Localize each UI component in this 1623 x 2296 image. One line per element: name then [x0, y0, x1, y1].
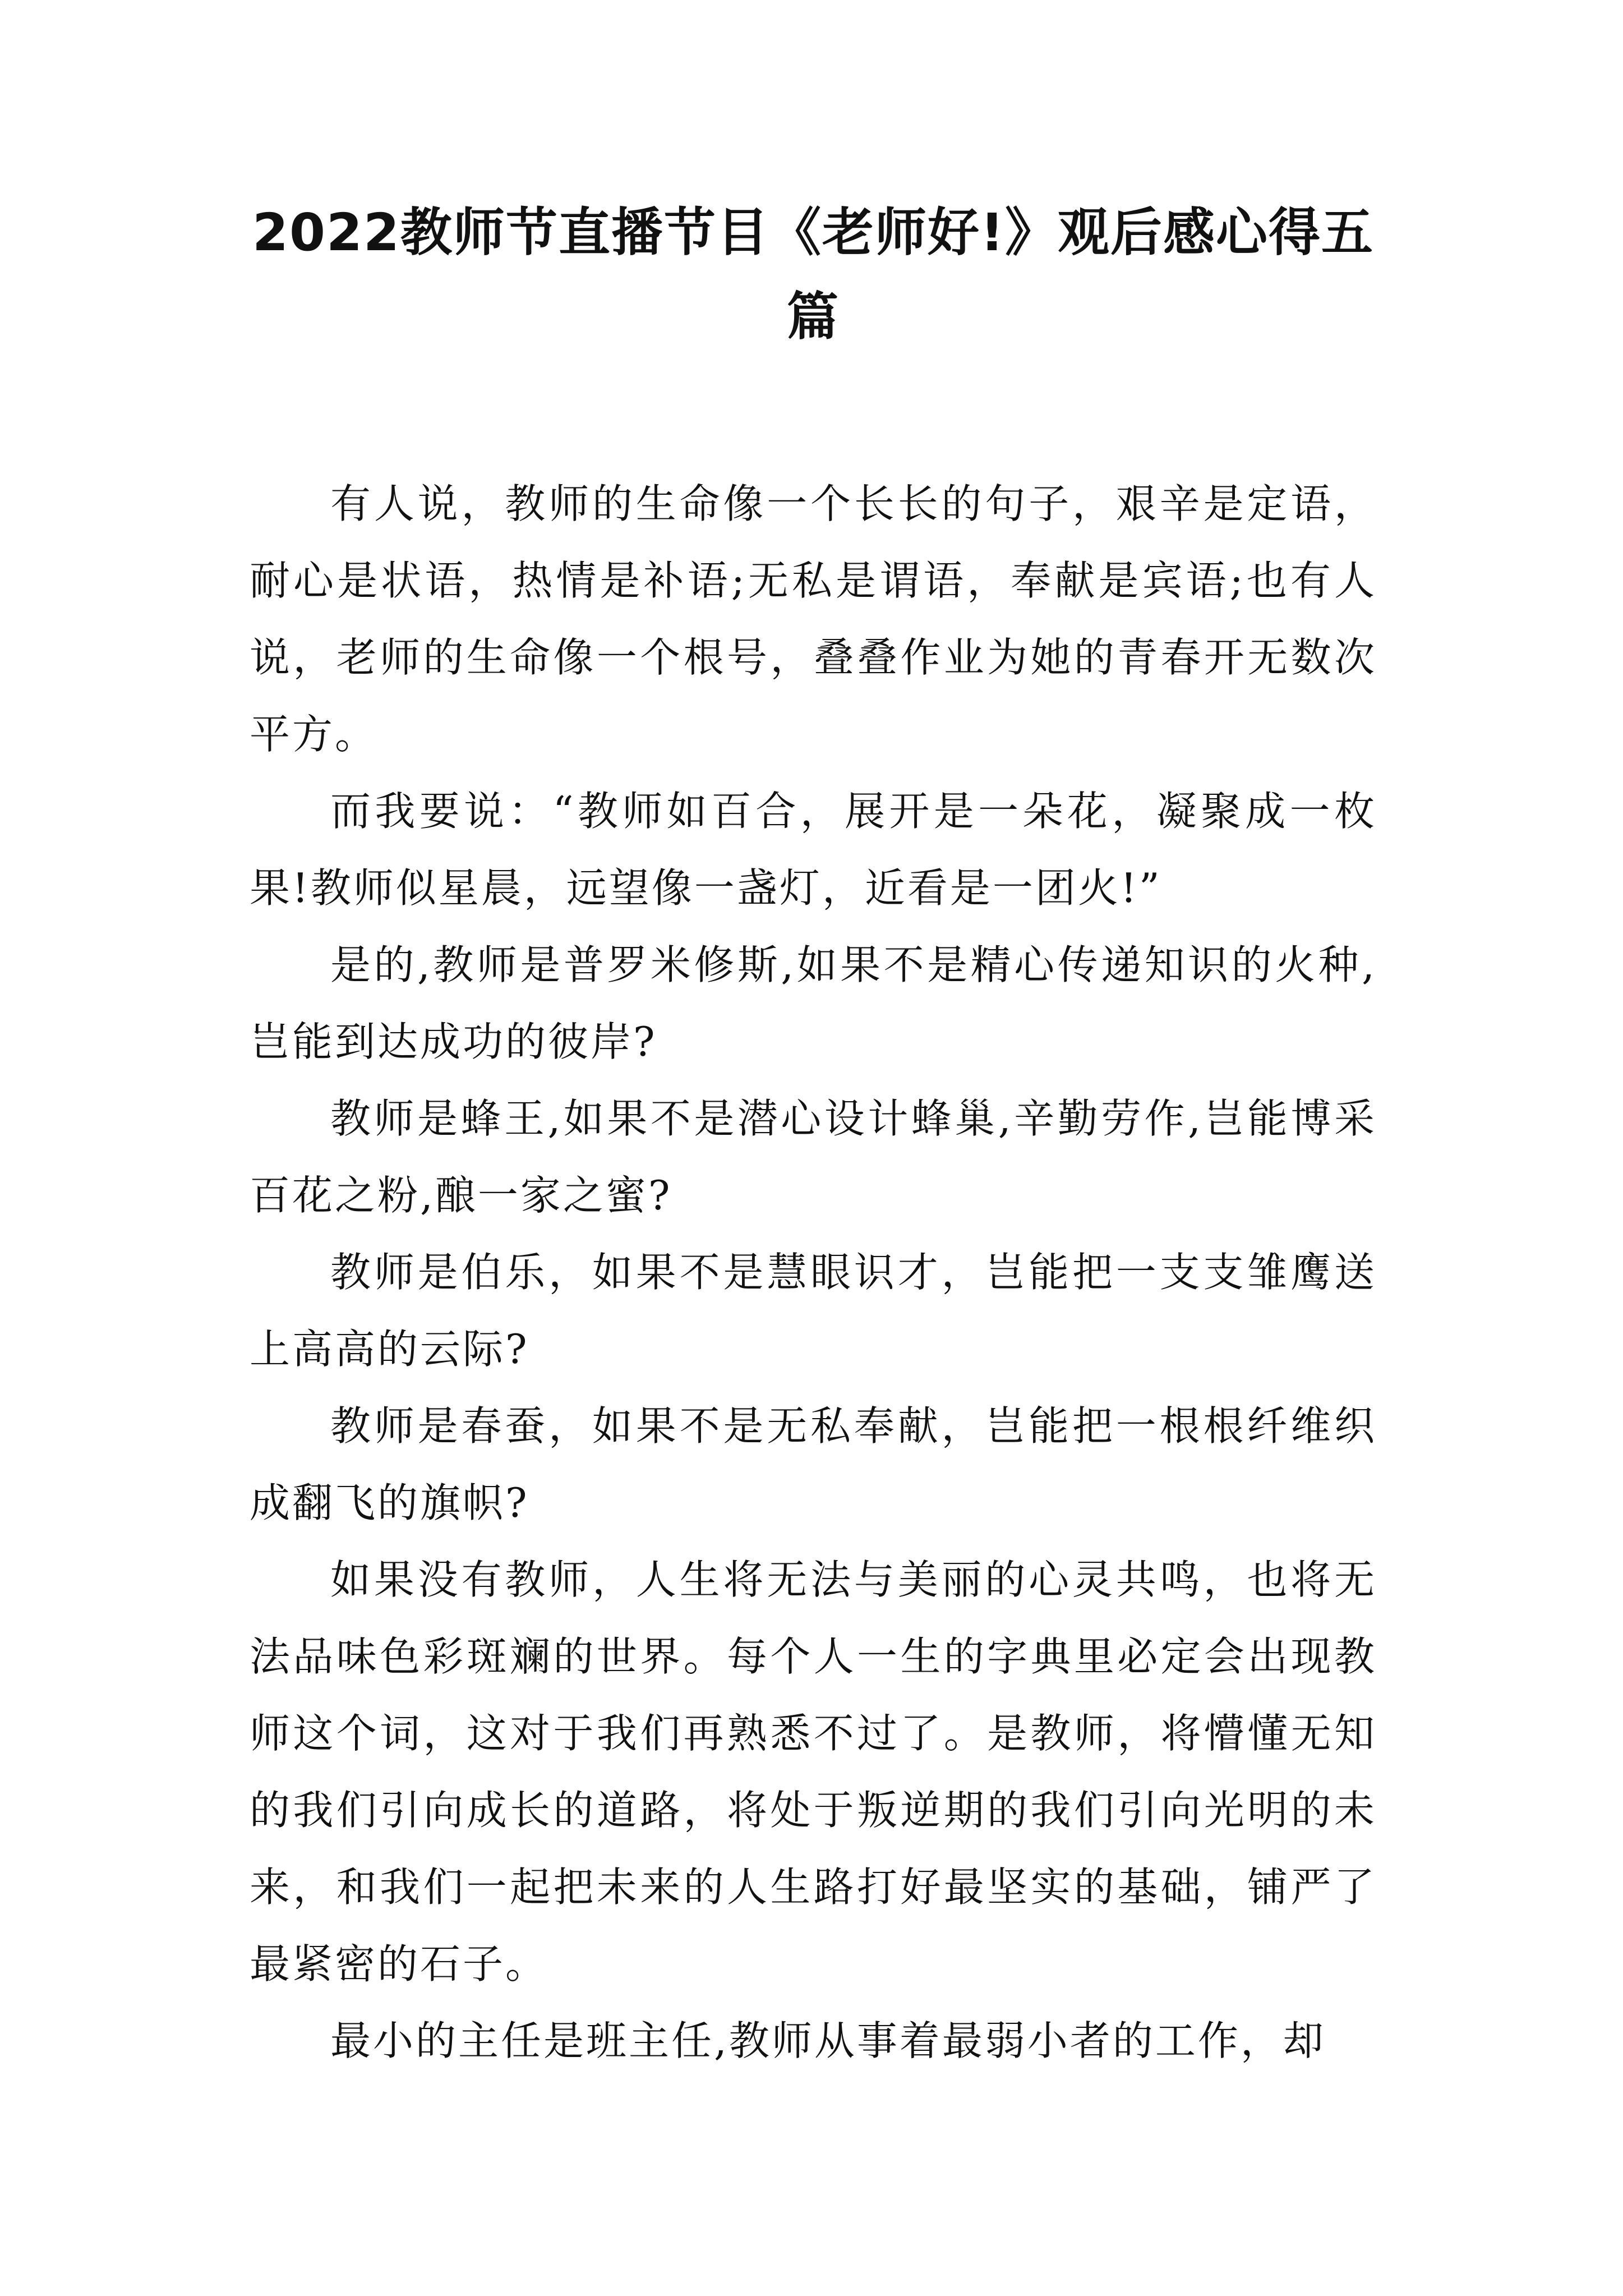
paragraph: 教师是伯乐，如果不是慧眼识才，岂能把一支支雏鹰送上高高的云际?	[250, 1249, 1377, 1373]
paragraph: 而我要说：“教师如百合，展开是一朵花，凝聚成一枚果!教师似星晨，远望像一盏灯，近看是一团火!”	[250, 788, 1377, 912]
paragraph: 最小的主任是班主任,教师从事着最弱小者的工作，却	[330, 2017, 1326, 2064]
document-title: 2022教师节直播节目《老师好!》观后感心得五篇	[252, 203, 1374, 347]
paragraph: 教师是蜂王,如果不是潜心设计蜂巢,辛勤劳作,岂能博采百花之粉,酿一家之蜜?	[250, 1095, 1377, 1219]
document-body	[250, 466, 1377, 2079]
paragraph: 教师是春蚕，如果不是无私奉献，岂能把一根根纤维织成翻飞的旗帜?	[250, 1402, 1377, 1526]
paragraph: 如果没有教师，人生将无法与美丽的心灵共鸣，也将无法品味色彩斑斓的世界。每个人一生的字典里必定会出现教师这个词，这对于我们再熟悉不过了。是教师，将懵懂无知的我们引向成长的道路，将处于叛逆期的我们引向光明的未来，和我们一起把未来的人生路打好最坚实的基础，铺严了最紧密的石子。	[250, 1556, 1377, 1987]
paragraph: 是的,教师是普罗米修斯,如果不是精心传递知识的火种,岂能到达成功的彼岸?	[250, 941, 1377, 1065]
paragraph: 有人说，教师的生命像一个长长的句子，艰辛是定语，耐心是状语，热情是补语;无私是谓语，奉献是宾语;也有人说，老师的生命像一个根号，叠叠作业为她的青春开无数次平方。	[250, 480, 1377, 758]
